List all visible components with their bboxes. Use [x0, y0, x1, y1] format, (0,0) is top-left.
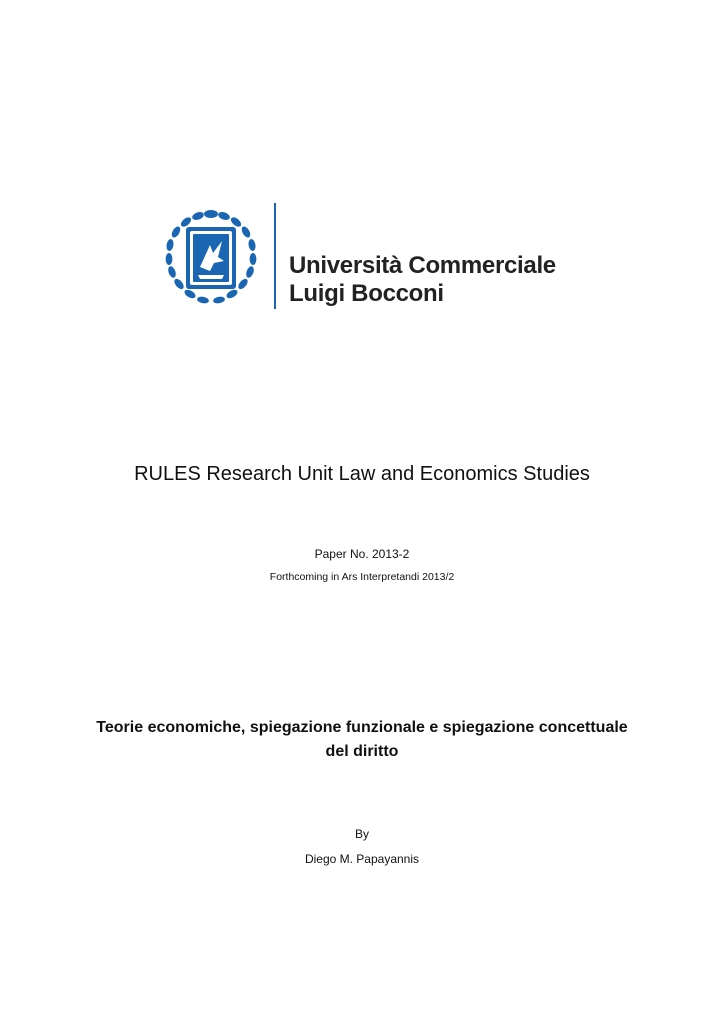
paper-title-line-1: Teorie economiche, spiegazione funzionale e spiegazione concettuale — [96, 719, 628, 736]
research-unit-title: RULES Research Unit Law and Economics Studies — [134, 463, 590, 485]
university-logo — [160, 203, 580, 309]
university-seal-icon — [160, 205, 262, 307]
paper-title — [60, 716, 664, 764]
author-name: Diego M. Papayannis — [304, 852, 420, 866]
by-label: By — [354, 827, 369, 841]
paper-number: Paper No. 2013-2 — [314, 547, 410, 561]
logo-line-1: Università Commerciale — [289, 252, 556, 279]
paper-title-line-2: del diritto — [325, 743, 399, 760]
forthcoming-note: Forthcoming in Ars Interpretandi 2013/2 — [269, 571, 455, 583]
logo-divider — [274, 203, 276, 309]
logo-line-2: Luigi Bocconi — [289, 280, 444, 307]
logo-wordmark — [289, 252, 589, 308]
